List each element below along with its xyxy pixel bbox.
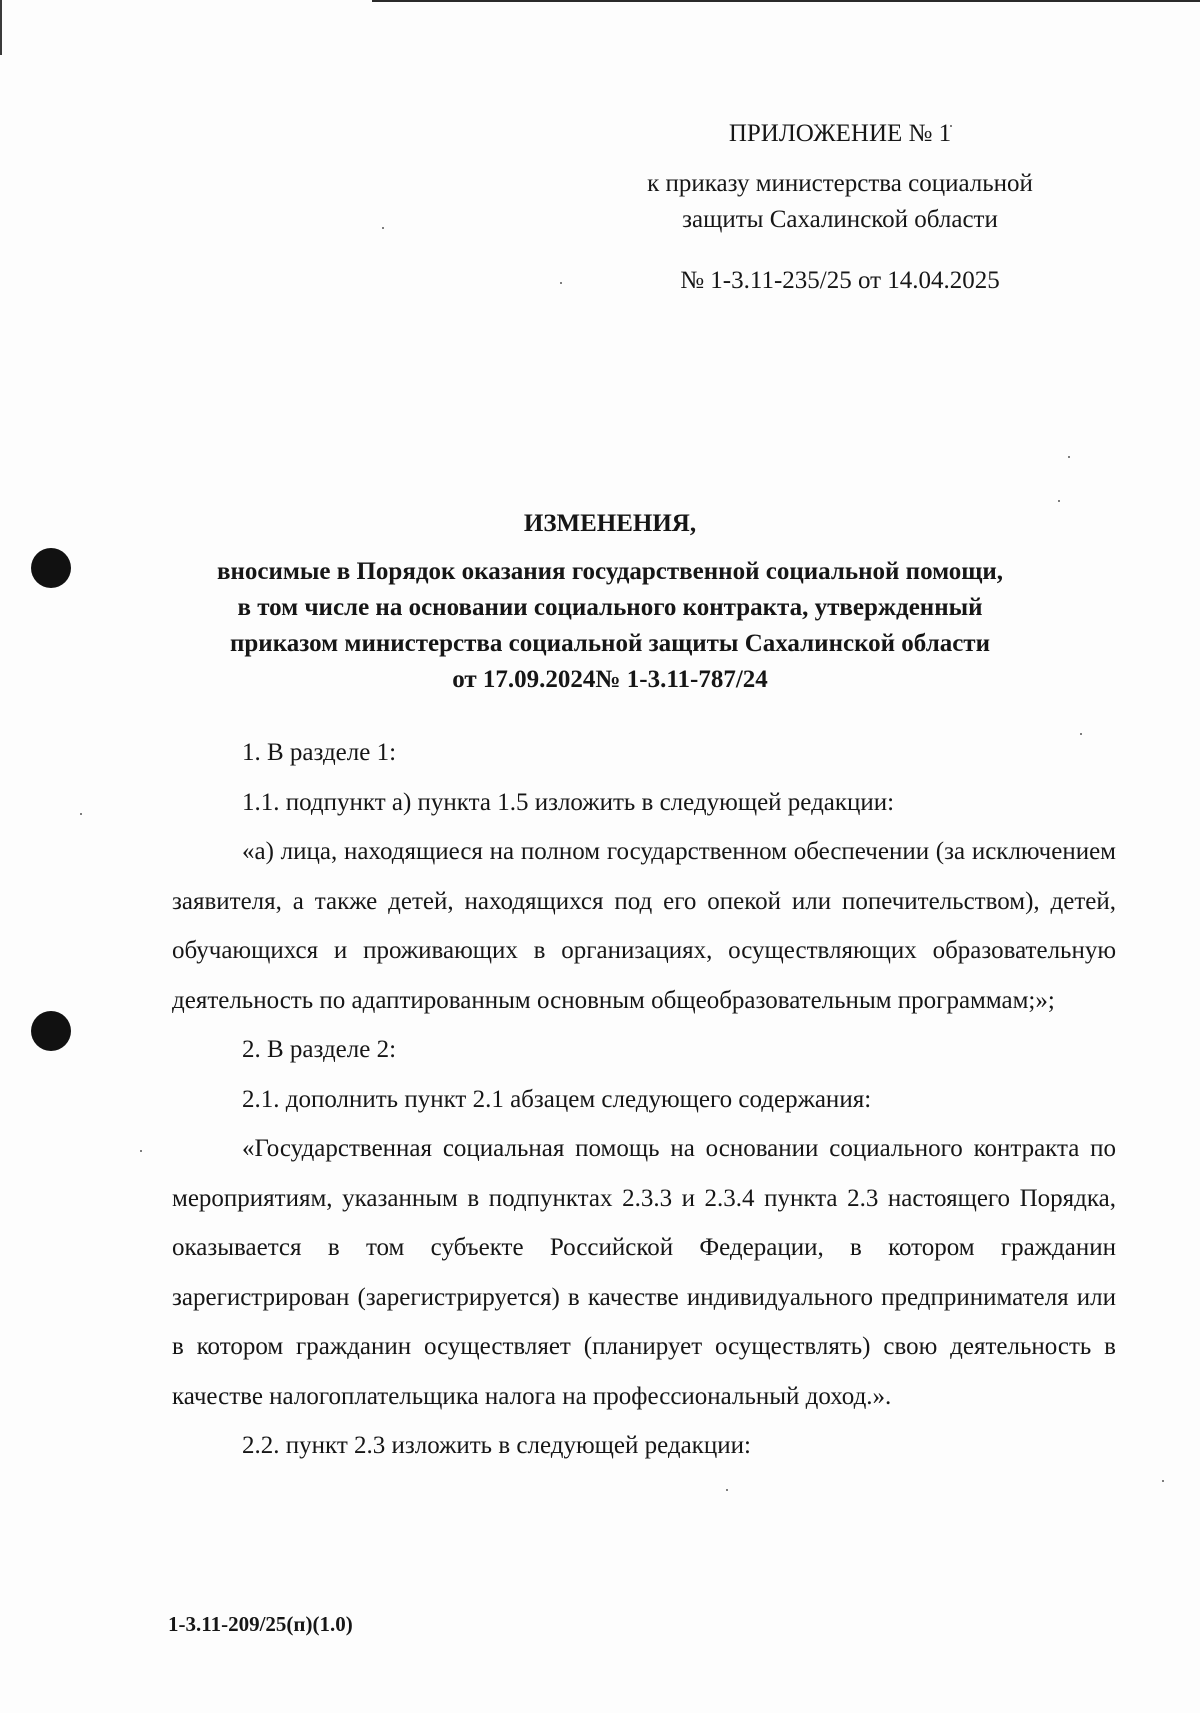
annex-order-reference	[580, 166, 1100, 238]
paragraph: «Государственная социальная помощь на основании социального контракта по мероприятиям, указанным в подпунктах 2.3.3 и 2.3.4 пункта 2.3 настоящего Порядка, оказывается в том субъекте Российской Федерации, в котором гражданин зарегистрирован (зарегистрируется) в качестве индивидуального предпринимателя или в котором гражданин осуществляет (планирует осуществлять) свою деятельность в качестве налогоплательщика налога на профессиональный доход.».	[172, 1135, 1116, 1410]
subtitle-line: от 17.09.2024№ 1-3.11-787/24	[452, 666, 768, 693]
scan-speck	[1068, 456, 1070, 458]
paragraph: 2.1. дополнить пункт 2.1 абзацем следующего содержания:	[242, 1085, 872, 1113]
scan-speck	[1058, 500, 1060, 502]
paragraph: 1.1. подпункт а) пункта 1.5 изложить в следующей редакции:	[242, 788, 895, 816]
punch-hole-mark	[31, 548, 71, 588]
document-subtitle	[150, 554, 1070, 698]
document-title: ИЗМЕНЕНИЯ,	[523, 510, 697, 537]
scan-speck	[382, 227, 384, 229]
scan-speck	[726, 1489, 728, 1491]
subtitle-line: в том числе на основании социального контракта, утвержденный	[237, 594, 983, 621]
annex-order-line: к приказу министерства социальной	[647, 170, 1033, 197]
paragraph: 2.2. пункт 2.3 изложить в следующей редакции:	[242, 1432, 751, 1459]
annex-order-number: № 1-3.11-235/25 от 14.04.2025	[680, 267, 1000, 294]
annex-title: ПРИЛОЖЕНИЕ № 1	[728, 120, 952, 147]
document-code: 1-3.11-209/25(п)(1.0)	[168, 1612, 353, 1636]
subtitle-line: вносимые в Порядок оказания государственной социальной помощи,	[216, 558, 1004, 585]
scan-speck	[1162, 1480, 1164, 1482]
paragraph: «а) лица, находящиеся на полном государственном обеспечении (за исключением заявителя, а также детей, находящихся под его опекой или попечительством), детей, обучающихся и проживающих в организациях, осуществляющих образовательную деятельность по адаптированным основным общеобразовательным программам;»;	[172, 838, 1116, 1014]
paragraph: 2. В разделе 2:	[242, 1036, 397, 1063]
scan-edge-top	[372, 0, 1200, 2]
punch-hole-mark	[31, 1011, 71, 1051]
scan-speck	[140, 1150, 142, 1152]
paragraph: 1. В разделе 1:	[242, 739, 397, 766]
annex-order-line: защиты Сахалинской области	[682, 206, 998, 233]
subtitle-line: приказом министерства социальной защиты Сахалинской области	[229, 630, 990, 657]
scan-edge-left	[0, 0, 2, 55]
scan-speck	[80, 813, 82, 815]
document-body	[172, 728, 1116, 1471]
scan-speck	[560, 282, 562, 284]
